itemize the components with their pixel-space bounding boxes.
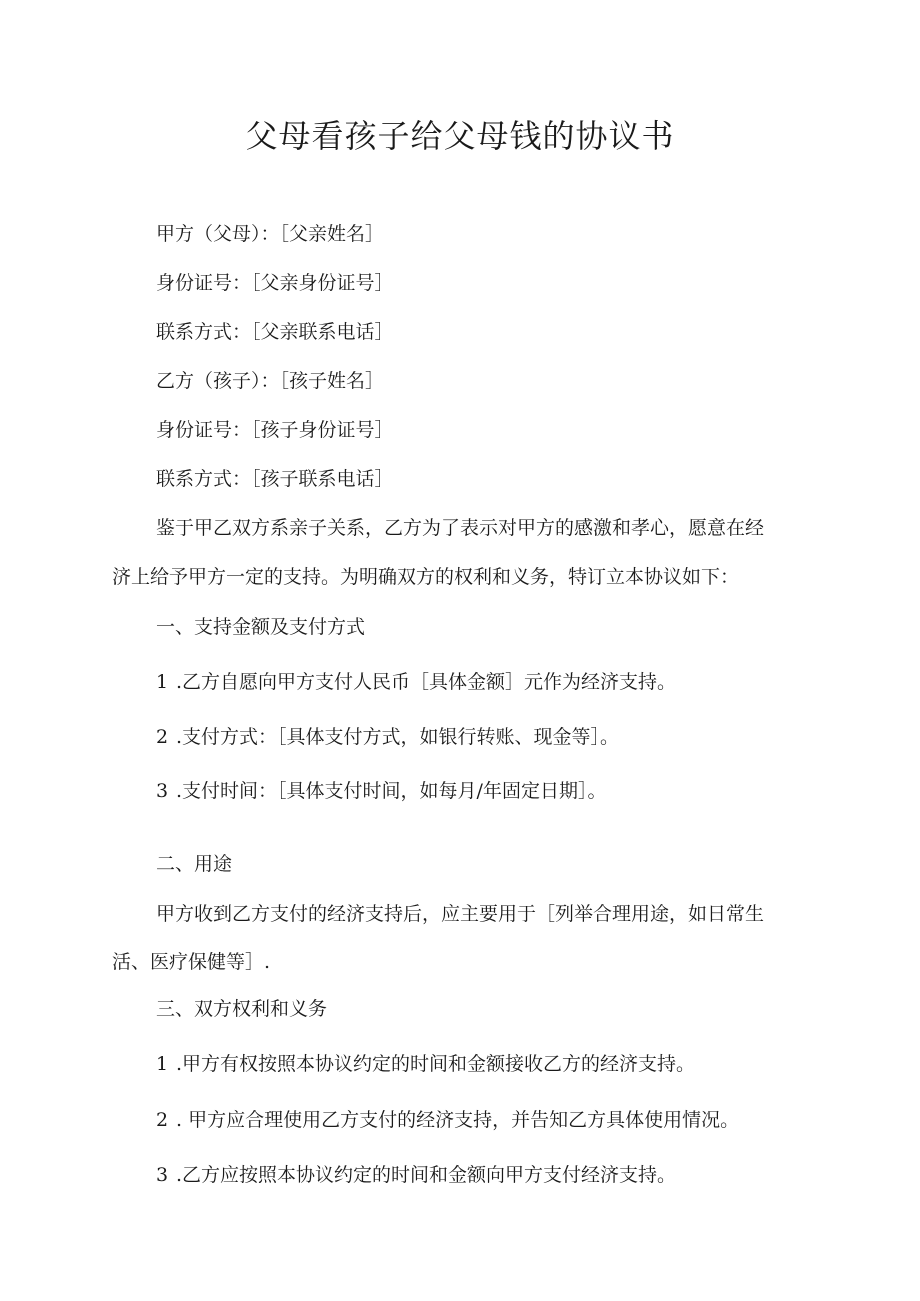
section3-item-1	[0, 1050, 920, 1078]
item-number: 3	[156, 780, 169, 802]
party-a-contact: 联系方式：［父亲联系电话］	[156, 321, 394, 343]
item-number: 1	[156, 671, 169, 693]
item-number: 1	[156, 1053, 169, 1075]
document-title: 父母看孩子给父母钱的协议书	[245, 117, 675, 155]
item-number: 3	[156, 1164, 169, 1186]
preamble-line-1: 鉴于甲乙双方系亲子关系，乙方为了表示对甲方的感激和孝心，愿意在经	[156, 517, 765, 539]
party-b-contact: 联系方式：［孩子联系电话］	[156, 468, 394, 490]
party-b-id: 身份证号：［孩子身份证号］	[156, 419, 394, 441]
item-number: 2	[156, 726, 169, 748]
section1-item-2	[0, 723, 920, 751]
section2-heading: 二、用途	[156, 853, 233, 875]
item-text: .乙方自愿向甲方支付人民币［具体金额］元作为经济支持。	[176, 671, 677, 693]
item-number: 2	[156, 1109, 169, 1131]
party-a-id: 身份证号：［父亲身份证号］	[156, 272, 394, 294]
preamble-line-2: 济上给予甲方一定的支持。为明确双方的权利和义务，特订立本协议如下：	[112, 566, 740, 588]
section1-item-1	[0, 668, 920, 696]
section2-body-line-2: 活、医疗保健等］.	[112, 951, 271, 973]
section1-heading: 一、支持金额及支付方式	[156, 616, 366, 638]
party-a-name: 甲方（父母）：［父亲姓名］	[156, 223, 385, 245]
item-text: .支付方式：［具体支付方式，如银行转账、现金等］。	[176, 726, 620, 748]
section3-heading: 三、双方权利和义务	[156, 998, 328, 1020]
section1-item-3	[0, 777, 920, 805]
item-text: . 甲方应合理使用乙方支付的经济支持，并告知乙方具体使用情况。	[176, 1109, 740, 1131]
section3-item-3	[0, 1161, 920, 1189]
item-text: .乙方应按照本协议约定的时间和金额向甲方支付经济支持。	[176, 1164, 677, 1186]
section2-body-line-1: 甲方收到乙方支付的经济支持后，应主要用于［列举合理用途，如日常生	[156, 903, 765, 925]
section3-item-2	[0, 1106, 920, 1134]
item-text: .甲方有权按照本协议约定的时间和金额接收乙方的经济支持。	[176, 1053, 696, 1075]
item-text: .支付时间：［具体支付时间，如每月/年固定日期］。	[176, 780, 607, 802]
party-b-name: 乙方（孩子）：［孩子姓名］	[156, 370, 385, 392]
